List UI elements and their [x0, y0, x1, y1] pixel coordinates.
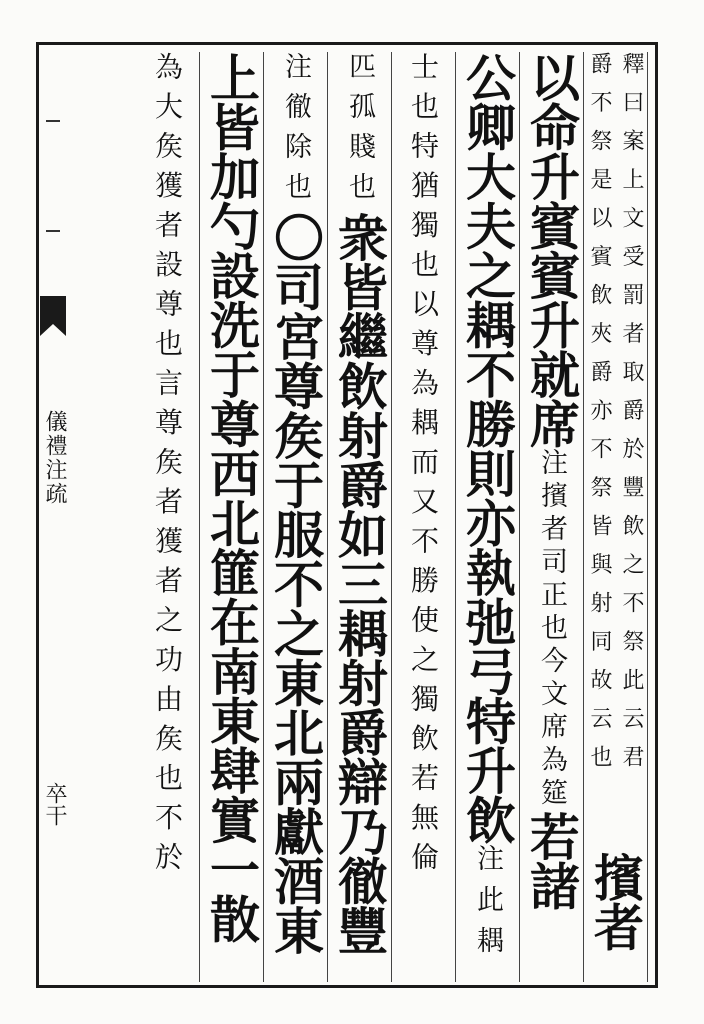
text-column-3 — [456, 52, 520, 982]
text-column-4: 士也特猶獨也以尊為耦而又不勝使之獨飲若無倫 — [392, 52, 456, 982]
annotation-line: 爵不祭是以賓飲夾爵亦不祭皆與射同故云也 — [587, 52, 612, 784]
text-column-8: 為大矦獲者設尊也言尊矦者獲者之功由矦也不於 — [136, 52, 200, 982]
main-text: 衆皆繼飲射爵如三耦射爵辯乃徹豐 — [330, 212, 389, 955]
text-columns — [72, 52, 648, 982]
annotation-text: 注此耦 — [472, 844, 503, 967]
main-text: 公卿大夫之耦不勝則亦執弛弓特升飲 — [458, 52, 517, 844]
main-text: 以命升賓賓升就席 — [522, 52, 581, 448]
annotation-text: 注擯者司正也今文席為筵 — [536, 448, 567, 811]
text-column-2 — [520, 52, 584, 982]
text-column-6 — [264, 52, 328, 982]
page-number: 卒干 — [42, 782, 67, 826]
book-title: 儀禮注疏 — [42, 410, 67, 506]
annotation-text: 注徹除也 — [280, 52, 311, 212]
text-column-7 — [200, 52, 264, 982]
text-column-5 — [328, 52, 392, 982]
main-text: 若諸 — [522, 811, 581, 910]
main-text: 擯者 — [586, 852, 645, 951]
margin-strip — [36, 48, 70, 984]
annotation-text: 匹孤賤也 — [344, 52, 375, 212]
margin-mark — [46, 230, 60, 232]
annotation-line: 釋曰案上文受罰者取爵於豐飲之不祭此云君 — [619, 52, 644, 784]
main-text: 上皆加勺設洗于尊西北篚在南東肆實一散 — [202, 52, 261, 943]
main-text: 〇司宮尊矦于服不之東北兩獻酒東 — [266, 212, 325, 955]
text-column-1 — [584, 52, 648, 982]
margin-mark — [46, 120, 60, 122]
